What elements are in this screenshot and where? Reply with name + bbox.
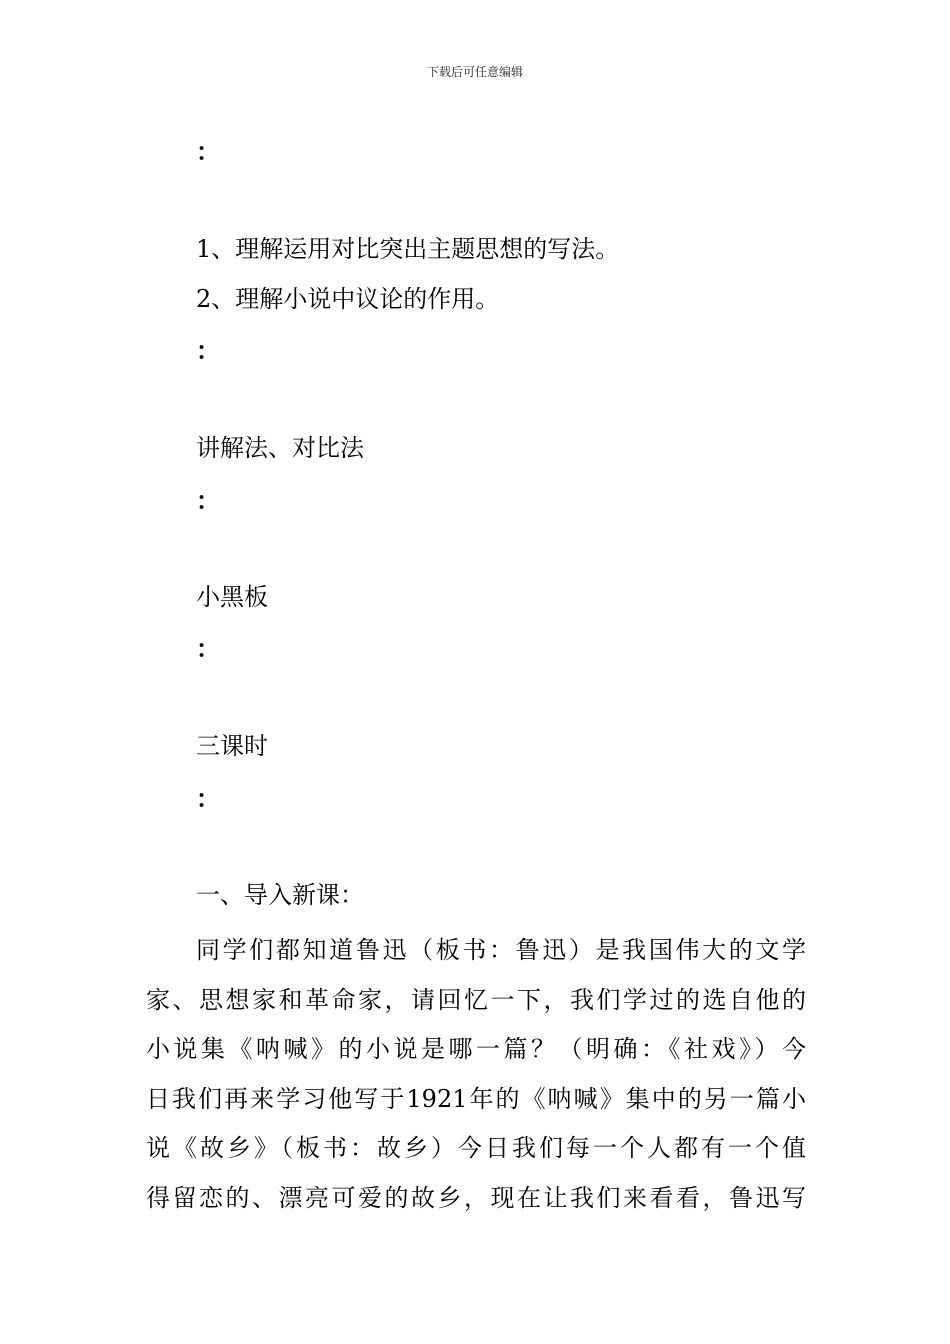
colon-mark: ： xyxy=(196,486,220,515)
objective-2: 2、理解小说中议论的作用。 xyxy=(196,285,500,313)
colon-mark: ： xyxy=(196,784,220,813)
page-header: 下载后可任意编辑 xyxy=(426,65,523,79)
colon-mark: ： xyxy=(196,634,220,663)
paragraph-line: 家、思想家和革命家，请回忆一下，我们学过的选自他的 xyxy=(146,985,806,1014)
step-heading: 一、导入新课： xyxy=(196,881,364,909)
paragraph-line: 说《故乡》（板书：故乡）今日我们每一个人都有一个值 xyxy=(146,1134,806,1163)
paragraph-line: 小说集《呐喊》的小说是哪一篇？（明确：《社戏》）今 xyxy=(146,1035,806,1064)
colon-mark: ： xyxy=(196,336,220,365)
teaching-method: 讲解法、对比法 xyxy=(196,434,364,462)
paragraph-line: 得留恋的、漂亮可爱的故乡，现在让我们来看看，鲁迅写 xyxy=(146,1183,806,1212)
teaching-tools: 小黑板 xyxy=(196,583,268,611)
intro-paragraph xyxy=(146,926,806,1224)
objective-1: 1、理解运用对比突出主题思想的写法。 xyxy=(196,235,620,263)
paragraph-line: 同学们都知道鲁迅（板书：鲁迅）是我国伟大的文学 xyxy=(196,936,806,964)
colon-mark: ： xyxy=(196,137,220,166)
class-hours: 三课时 xyxy=(196,732,268,760)
paragraph-line: 日我们再来学习他写于1921年的《呐喊》集中的另一篇小 xyxy=(146,1084,806,1113)
